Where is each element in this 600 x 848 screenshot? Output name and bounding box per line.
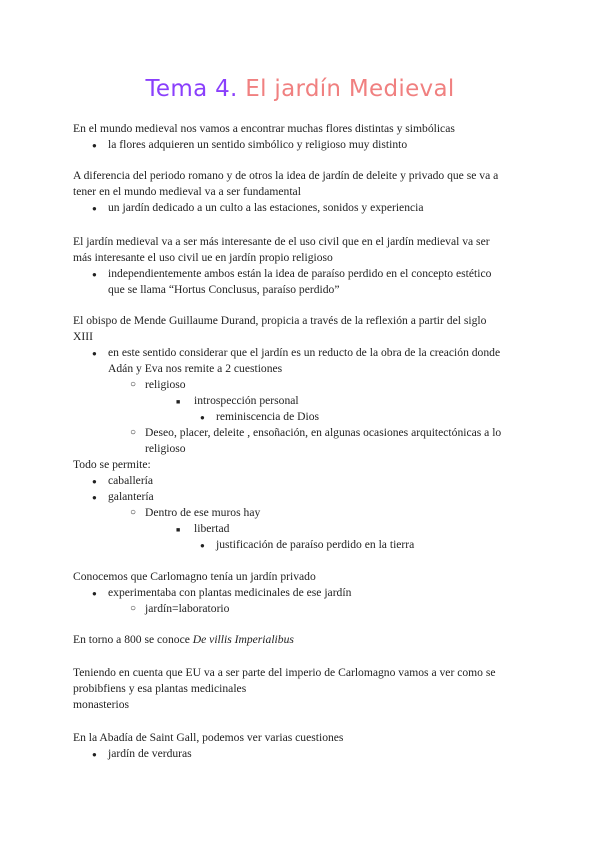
- bullet-dot: ●: [200, 413, 205, 422]
- page-title: [0, 76, 600, 102]
- bullet-circle: ○: [130, 379, 137, 390]
- paragraph-line: XIII: [73, 330, 93, 343]
- bullet-dot: ●: [92, 270, 97, 279]
- list-item-continuation: Adán y Eva nos remite a 2 cuestiones: [108, 362, 283, 375]
- list-item: justificación de paraíso perdido en la tierra: [216, 538, 415, 551]
- bullet-circle: ○: [130, 427, 137, 438]
- list-item-continuation: religioso: [145, 442, 186, 455]
- bullet-circle: ○: [130, 507, 137, 518]
- bullet-square: ■: [176, 398, 181, 406]
- paragraph-line: El obispo de Mende Guillaume Durand, propicia a través de la reflexión a partir del siglo: [73, 314, 487, 327]
- bullet-circle: ○: [130, 603, 137, 614]
- bullet-dot: ●: [92, 141, 97, 150]
- text-segment: En torno a 800 se conoce: [73, 633, 193, 646]
- list-item: Dentro de ese muros hay: [145, 506, 261, 519]
- paragraph-line: Conocemos que Carlomagno tenía un jardín privado: [73, 570, 316, 583]
- list-item: religioso: [145, 378, 186, 391]
- paragraph-line: tener en el mundo medieval va a ser fundamental: [73, 185, 301, 198]
- bullet-dot: ●: [92, 750, 97, 759]
- list-item: caballería: [108, 474, 154, 487]
- list-item-continuation: que se llama “Hortus Conclusus, paraíso perdido”: [108, 283, 340, 296]
- list-item: en este sentido considerar que el jardín es un reducto de la obra de la creación donde: [108, 346, 501, 359]
- list-item: reminiscencia de Dios: [216, 410, 320, 423]
- paragraph-line: [73, 632, 294, 648]
- bullet-dot: ●: [92, 493, 97, 502]
- title-topic-number: Tema 4.: [145, 76, 238, 102]
- bullet-square: ■: [176, 526, 181, 534]
- list-item: jardín de verduras: [108, 747, 192, 760]
- paragraph-line: A diferencia del periodo romano y de otros la idea de jardín de deleite y privado que se va a: [73, 169, 499, 182]
- work-title: De villis Imperialibus: [192, 633, 294, 646]
- paragraph-line: Todo se permite:: [73, 458, 151, 471]
- list-item: independientemente ambos están la idea de paraíso perdido en el concepto estético: [108, 267, 492, 280]
- bullet-dot: ●: [92, 349, 97, 358]
- bullet-dot: ●: [92, 589, 97, 598]
- bullet-dot: ●: [92, 204, 97, 213]
- list-item: experimentaba con plantas medicinales de ese jardín: [108, 586, 352, 599]
- list-item: introspección personal: [194, 394, 299, 407]
- paragraph-line: En el mundo medieval nos vamos a encontrar muchas flores distintas y simbólicas: [73, 122, 455, 135]
- list-item: libertad: [194, 522, 230, 535]
- list-item: Deseo, placer, deleite , ensoñación, en algunas ocasiones arquitectónicas a lo: [145, 426, 502, 439]
- list-item: jardín=laboratorio: [145, 602, 230, 615]
- list-item: la flores adquieren un sentido simbólico y religioso muy distinto: [108, 138, 408, 151]
- paragraph-line: En la Abadía de Saint Gall, podemos ver varias cuestiones: [73, 731, 344, 744]
- title-topic-name: El jardín Medieval: [245, 76, 455, 102]
- paragraph-line: monasterios: [73, 698, 130, 711]
- list-item: un jardín dedicado a un culto a las estaciones, sonidos y experiencia: [108, 201, 424, 214]
- paragraph-line: más interesante el uso civil ue en jardín propio religioso: [73, 251, 333, 264]
- list-item: galantería: [108, 490, 154, 503]
- bullet-dot: ●: [200, 541, 205, 550]
- paragraph-line: El jardín medieval va a ser más interesante de el uso civil que en el jardín medieval va ser: [73, 235, 490, 248]
- paragraph-line: Teniendo en cuenta que EU va a ser parte del imperio de Carlomagno vamos a ver como se: [73, 666, 496, 679]
- paragraph-line: probibfiens y esa plantas medicinales: [73, 682, 247, 695]
- bullet-dot: ●: [92, 477, 97, 486]
